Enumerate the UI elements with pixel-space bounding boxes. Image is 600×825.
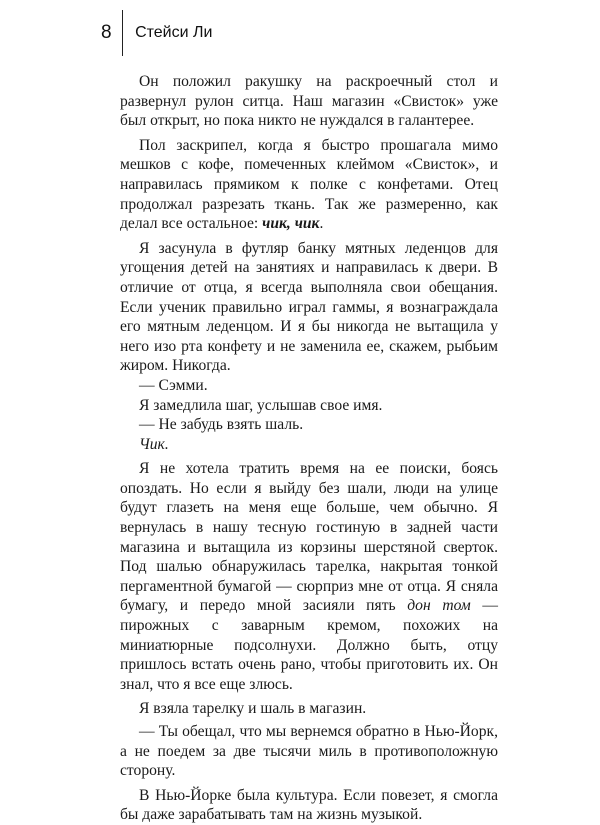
paragraph-1: Он положил ракушку на раскроечный стол и развернул рулон ситца. Наш магазин «Свисток» уже был открыт, но пока никто не нуждался в галантерее. (120, 73, 498, 130)
paragraph-2 (120, 136, 498, 234)
paragraph-2-end: . (319, 215, 324, 233)
paragraph-culture: В Нью-Йорке была культура. Если повезет, я смогла бы даже зарабатывать там на жизнь музыкой. (120, 786, 498, 824)
page-number: 8 (101, 22, 112, 43)
paragraph-3: Я засунула в футляр банку мятных леденцов для угощения детей на занятиях и направилась к двери. В отличие от отца, я всегда выполняла свои обещания. Если ученик правильно играл гаммы, я вознаграждала его мятным леденцом. И я бы никогда не вытащила у него изо рта конфету и не заменила ее, скажем, рыбьим жиром. Никогда. (120, 239, 498, 375)
page-header (101, 10, 212, 56)
dialogue-sammy: — Сэмми. (139, 376, 208, 394)
paragraph-2-text: Пол заскрипел, когда я быстро прошагала мимо мешков с кофе, помеченных клеймом «Свисток», и направилась прямиком к полке с конфетами. Отец продолжал разрезать ткань. Так же размеренно, как делал все остальное: (120, 136, 498, 233)
paragraph-took-plate: Я взяла тарелку и шаль в магазин. (139, 700, 367, 718)
paragraph-2-sound: чик, чик (262, 215, 320, 233)
paragraph-shawl (120, 459, 498, 694)
dialogue-new-york: — Ты обещал, что мы вернемся обратно в Нью-Йорк, а не поедем за две тысячи миль в противоположную сторону. (120, 723, 498, 780)
running-head-author: Стейси Ли (135, 24, 213, 41)
pastry-name: дон том (407, 597, 471, 615)
paragraph-shawl-text-end: — пирожных с заварным кремом, похожих на миниатюрные подсолнухи. Должно быть, отцу пришлось встать очень рано, чтобы приготовить их. Он знал, что я все еще злюсь. (120, 597, 498, 693)
paragraph-slowed: Я замедлила шаг, услышав свое имя. (139, 396, 383, 414)
body-text (120, 72, 498, 825)
dialogue-shawl: — Не забудь взять шаль. (139, 416, 304, 434)
paragraph-shawl-text: Я не хотела тратить время на ее поиски, боясь опоздать. Но если я выйду без шали, люди на улице будут глазеть на меня еще больше, чем обычно. Я вернулась в нашу тесную гостиную в задней части магазина и вытащила из корзины шерстяной сверток. Под шалью обнаружилась тарелка, накрытая тонкой пергаментной бумагой — сюрприз мне от отца. Я сняла бумагу, и передо мной засияли пять (120, 460, 498, 615)
sound-chik: Чик. (139, 435, 169, 453)
